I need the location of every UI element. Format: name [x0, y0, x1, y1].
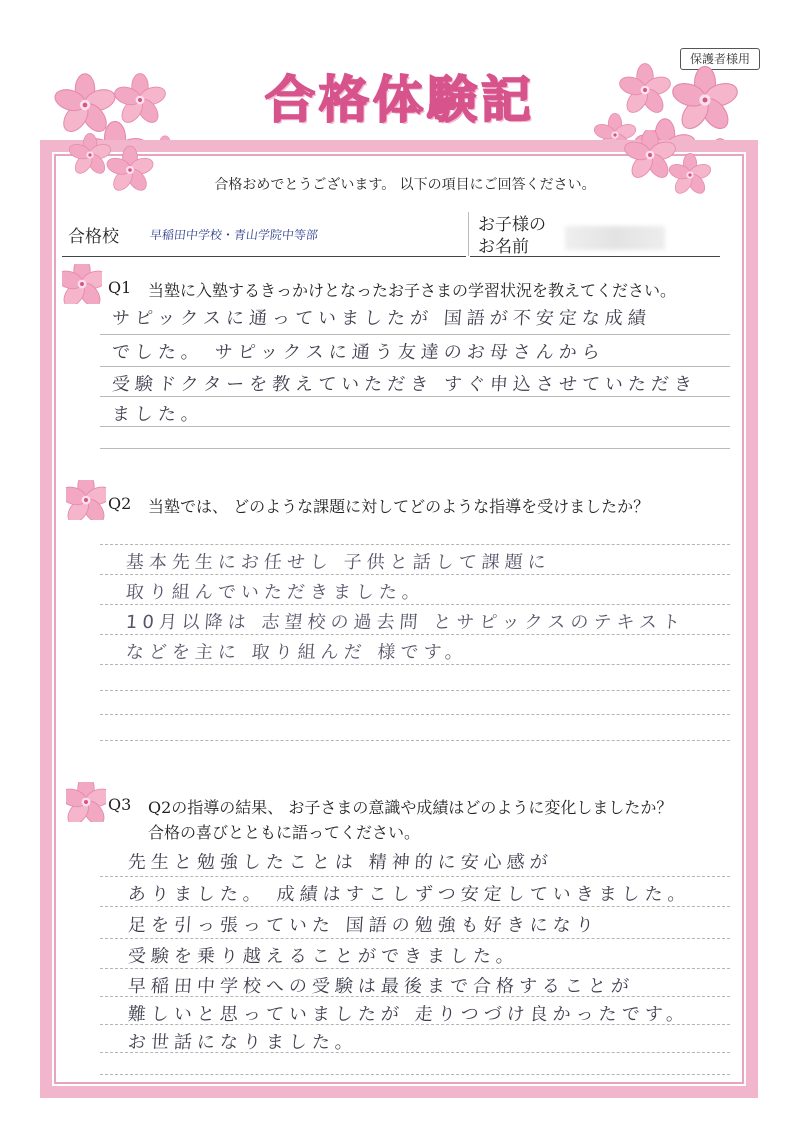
q3-answer-line-5: 早稲田中学校への受験は最後まで合格することが	[127, 976, 635, 997]
child-name-label-1: お子様の	[478, 215, 546, 235]
child-name-label-2: お名前	[478, 237, 529, 257]
q3-question-1: Q2の指導の結果、 お子さまの意識や成績はどのように変化しましたか？	[148, 798, 673, 817]
child-name-redacted	[565, 226, 665, 250]
field-divider	[468, 212, 469, 256]
q1-rule-4	[100, 426, 730, 427]
q3-answer-line-7: お世話になりました。	[127, 1032, 359, 1053]
q2-answer-line-2: 取り組んでいただきました。	[125, 582, 426, 603]
q2-rule-4	[100, 634, 730, 635]
q1-answer-line-3: 受験ドクターを教えていただき すぐ申込させていただき	[111, 374, 698, 395]
intro-text: 合格おめでとうございます。 以下の項目にご回答ください。	[214, 177, 596, 193]
q3-answer-line-1: 先生と勉強したことは 精神的に安心感が	[127, 852, 554, 873]
q3-rule-7	[100, 1052, 730, 1053]
q1-answer-line-4: ました。	[111, 404, 205, 425]
q2-rule-6	[100, 690, 730, 691]
q1-number: Q1	[108, 278, 132, 297]
q2-rule-2	[100, 574, 730, 575]
q2-number: Q2	[108, 494, 132, 513]
q2-rule-3	[100, 604, 730, 605]
q2-blossom-icon	[66, 480, 106, 520]
q1-rule-2	[100, 366, 730, 367]
school-value: 早稲田中学校・青山学院中等部	[149, 228, 319, 242]
school-underline	[62, 256, 466, 257]
q1-question: 当塾に入塾するきっかけとなったお子さまの学習状況を教えてください。	[148, 281, 677, 300]
q3-question-2: 合格の喜びとともに語ってください。	[148, 823, 421, 842]
name-underline	[470, 256, 720, 257]
q3-rule-3	[100, 938, 730, 939]
q3-rule-8	[100, 1074, 730, 1075]
q1-rule-5	[100, 448, 730, 449]
q1-answer-line-1: サピックスに通っていましたが 国語が不安定な成績	[111, 308, 652, 329]
q3-answer-line-3: 足を引っ張っていた 国語の勉強も好きになり	[127, 915, 600, 936]
q3-rule-1	[100, 876, 730, 877]
q2-answer-line-1: 基本先生にお任せし 子供と話して課題に	[125, 552, 552, 573]
q2-question: 当塾では、 どのような課題に対してどのような指導を受けましたか？	[148, 497, 650, 516]
q2-rule-8	[100, 740, 730, 741]
q3-blossom-icon	[66, 782, 106, 822]
q1-rule-3	[100, 396, 730, 397]
school-label: 合格校	[68, 227, 119, 247]
cherry-blossom-overlap-icon	[615, 130, 715, 210]
q3-rule-6	[100, 1024, 730, 1025]
q3-rule-4	[100, 968, 730, 969]
q3-answer-line-6: 難しいと思っていましたが 走りつづけ良かったです。	[127, 1004, 690, 1025]
q3-rule-5	[100, 996, 730, 997]
q3-rule-2	[100, 906, 730, 907]
q2-answer-line-3: 10月以降は 志望校の過去問 とサピックスのテキスト	[125, 612, 686, 633]
q1-blossom-icon	[62, 264, 102, 304]
q3-answer-line-4: 受験を乗り越えることができました。	[127, 946, 520, 967]
page-title: 合格体験記	[265, 70, 535, 129]
q2-rule-7	[100, 714, 730, 715]
audience-badge: 保護者様用	[680, 48, 760, 70]
q2-answer-line-4: などを主に 取り組んだ 様です。	[125, 642, 469, 663]
q2-rule-5	[100, 664, 730, 665]
q2-rule-1	[100, 544, 730, 545]
q1-rule-1	[100, 334, 730, 335]
q1-answer-line-2: でした。 サピックスに通う友達のお母さんから	[111, 342, 606, 363]
q3-number: Q3	[108, 795, 132, 814]
q3-answer-line-2: ありました。 成績はすこしずつ安定していきました。	[127, 884, 692, 905]
